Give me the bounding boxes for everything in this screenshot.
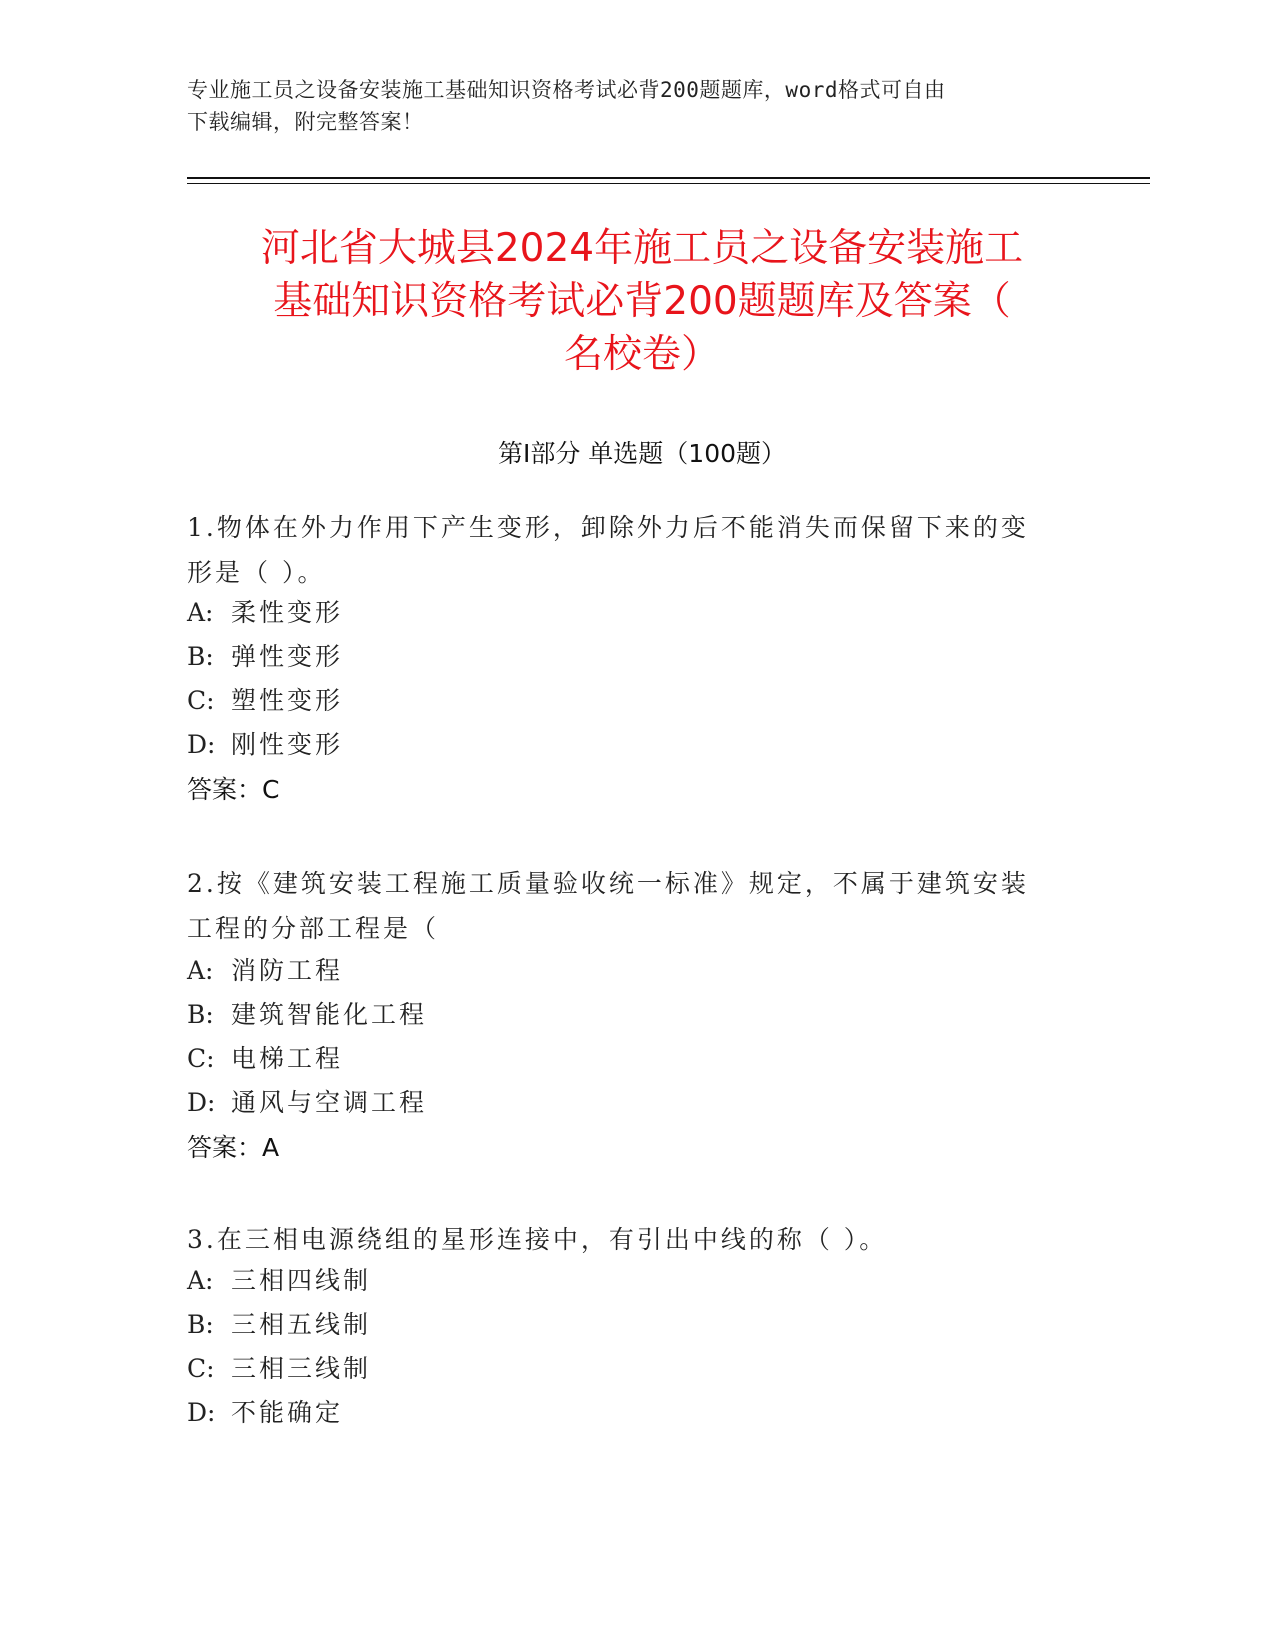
question-3-option-c [187,1353,371,1385]
document-title [187,222,1097,381]
option-text: 不能确定 [231,1398,344,1427]
question-3-option-a [187,1265,371,1297]
question-2-line-1: 2.按《建筑安装工程施工质量验收统一标准》规定，不属于建筑安装 [187,869,1029,898]
option-text: 建筑智能化工程 [231,1000,428,1029]
question-1-text [187,505,1067,595]
option-text: 消防工程 [231,956,344,985]
option-letter: B: [187,1310,214,1339]
option-letter: D: [187,730,216,759]
header-rule-thick [187,177,1150,179]
option-letter: A: [187,956,214,985]
question-1-answer: 答案：C [187,775,280,804]
option-letter: B: [187,1000,214,1029]
header-note [187,74,1087,138]
option-letter: C: [187,686,215,715]
option-letter: B: [187,642,214,671]
option-text: 三相四线制 [231,1266,372,1295]
question-3-option-b [187,1309,371,1341]
question-1-line-2: 形是（ ）。 [187,558,326,587]
question-2-option-c [187,1043,343,1075]
option-letter: D: [187,1088,216,1117]
question-1-option-a [187,597,343,629]
question-2-line-2: 工程的分部工程是（ [187,914,440,943]
question-3-text [187,1217,1067,1262]
header-note-line-1: 专业施工员之设备安装施工基础知识资格考试必背200题题库，word格式可自由 [187,78,946,102]
question-2-option-d [187,1087,427,1119]
option-letter: C: [187,1044,215,1073]
question-1-option-b [187,641,343,673]
option-text: 电梯工程 [231,1044,344,1073]
question-2-text [187,861,1067,951]
option-text: 三相三线制 [231,1354,372,1383]
question-3-line-1: 3.在三相电源绕组的星形连接中，有引出中线的称（ ）。 [187,1225,888,1254]
title-line-3: 名校卷） [563,332,720,377]
option-text: 三相五线制 [231,1310,372,1339]
section-heading: 第Ⅰ部分 单选题（100题） [497,439,787,468]
question-1-line-1: 1.物体在外力作用下产生变形，卸除外力后不能消失而保留下来的变 [187,513,1029,542]
question-2-answer: 答案：A [187,1133,280,1162]
option-letter: C: [187,1354,215,1383]
option-text: 塑性变形 [231,686,344,715]
title-line-1: 河北省大城县2024年施工员之设备安装施工 [260,226,1024,271]
option-letter: D: [187,1398,216,1427]
option-text: 刚性变形 [231,730,344,759]
question-2-option-b [187,999,427,1031]
option-letter: A: [187,1266,214,1295]
question-2-option-a [187,955,343,987]
title-line-2: 基础知识资格考试必背200题题库及答案（ [273,279,1011,324]
question-1-option-d [187,729,343,761]
question-1-option-c [187,685,343,717]
option-text: 通风与空调工程 [231,1088,428,1117]
option-text: 柔性变形 [231,598,344,627]
option-text: 弹性变形 [231,642,344,671]
question-3-option-d [187,1397,343,1429]
option-letter: A: [187,598,214,627]
header-rule-thin [187,183,1150,184]
header-note-line-2: 下载编辑，附完整答案！ [187,110,424,134]
